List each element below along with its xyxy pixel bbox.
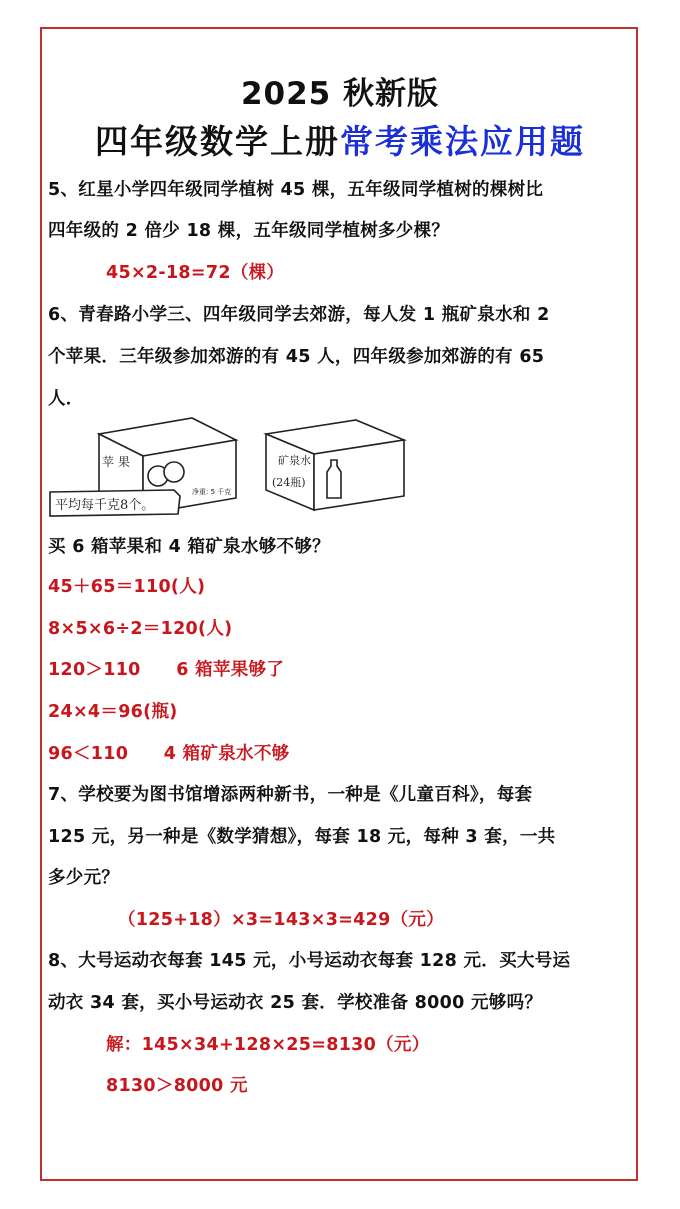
title-line-2	[0, 116, 680, 163]
problem-5-line-2: 四年级的 2 倍少 18 棵，五年级同学植树多少棵？	[48, 221, 450, 241]
apple-note-text: 平均每千克8个。	[55, 498, 155, 513]
title-blue-part: 常考乘法应用题	[340, 122, 585, 161]
problem-5-line-1: 5、红星小学四年级同学植树 45 棵，五年级同学植树的棵树比	[48, 180, 544, 200]
boxes-illustration	[44, 410, 414, 522]
apple-note	[50, 490, 180, 516]
water-box	[266, 420, 404, 510]
problem-6-line-1: 6、青春路小学三、四年级同学去郊游，每人发 1 瓶矿泉水和 2	[48, 305, 550, 325]
problem-6-line-2: 个苹果．三年级参加郊游的有 45 人，四年级参加郊游的有 65	[48, 347, 545, 367]
problem-7-line-3: 多少元？	[48, 868, 120, 888]
problem-6-line-3: 人．	[48, 389, 84, 409]
problem-8-line-2: 动衣 34 套，买小号运动衣 25 套．学校准备 8000 元够吗？	[48, 993, 543, 1013]
problem-7-line-1: 7、学校要为图书馆增添两种新书，一种是《儿童百科》，每套	[48, 785, 533, 805]
problem-7-answer: （125+18）×3=143×3=429（元）	[118, 910, 445, 930]
problem-6-question: 买 6 箱苹果和 4 箱矿泉水够不够？	[48, 537, 330, 557]
apple-box-label: 苹 果	[102, 455, 130, 469]
problem-6-answer-3: 120＞110 6 箱苹果够了	[48, 660, 285, 680]
problem-6-answer-4: 24×4＝96(瓶)	[48, 702, 178, 722]
problem-6-answer-5: 96＜110 4 箱矿泉水不够	[48, 744, 290, 764]
apple-box-weight: 净重: 5 千克	[192, 488, 232, 496]
problem-8-line-1: 8、大号运动衣每套 145 元，小号运动衣每套 128 元．买大号运	[48, 951, 571, 971]
problem-5-answer: 45×2-18=72（棵）	[106, 263, 285, 283]
title-black-part: 四年级数学上册	[95, 122, 340, 161]
water-box-count: (24瓶)	[272, 476, 306, 489]
problem-6-answer-1: 45＋65＝110(人)	[48, 577, 206, 597]
problem-8-answer-1: 解：145×34+128×25=8130（元）	[106, 1035, 430, 1055]
water-box-label: 矿泉水	[278, 454, 311, 467]
problem-6-answer-2: 8×5×6÷2＝120(人)	[48, 619, 233, 639]
problem-7-line-2: 125 元，另一种是《数学猜想》，每套 18 元，每种 3 套，一共	[48, 827, 556, 847]
problem-8-answer-2: 8130＞8000 元	[106, 1076, 248, 1096]
title-line-1: 2025 秋新版	[240, 76, 440, 112]
